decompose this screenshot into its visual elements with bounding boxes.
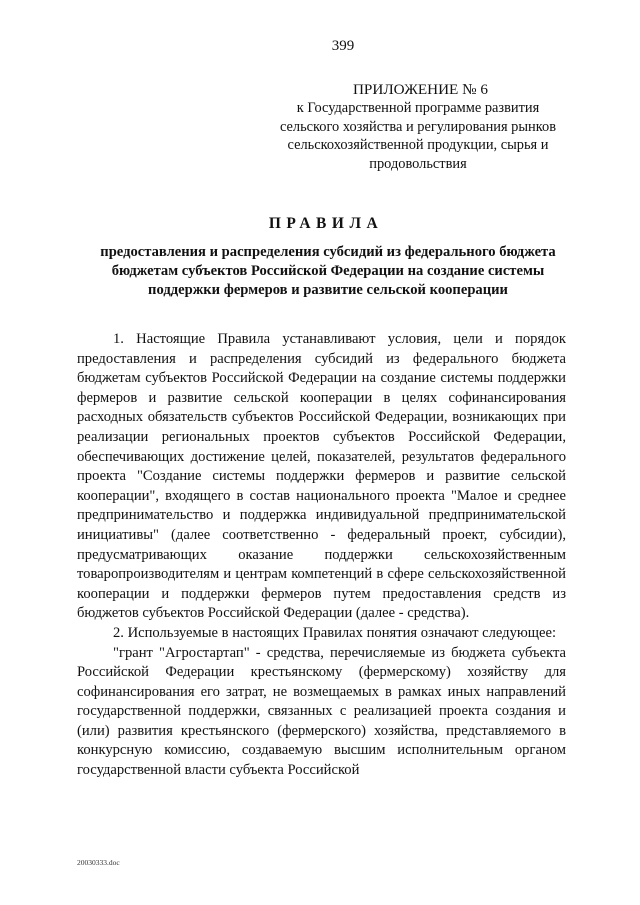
appendix-subtitle: к Государственной программе развития сельского хозяйства и регулирования рынков сельскохозяйственной продукции, сырья и продовольствия (279, 100, 557, 173)
paragraph-3: "грант "Агростартап" - средства, перечисляемые из бюджета субъекта Российской Федерации крестьянскому (фермерскому) хозяйству для софинансирования его затрат, не возмещаемых в рамках иных направлений государственной поддержки, связанных с реализацией проекта создания и (или) развития крестьянского (фермерского) хозяйства, представляемого в конкурсную комиссию, создаваемую высшим исполнительным органом государственной власти субъекта Российской (77, 644, 566, 779)
paragraph-2: 2. Используемые в настоящих Правилах понятия означают следующее: (113, 624, 557, 641)
document-subtitle: предоставления и распределения субсидий из федерального бюджета бюджетам субъектов Российской Федерации на создание системы поддержки фермеров и развитие сельской кооперации (100, 244, 556, 298)
page-number: 399 (331, 38, 355, 54)
appendix-title: ПРИЛОЖЕНИЕ № 6 (352, 81, 489, 98)
document-body (77, 330, 566, 781)
paragraph-1: 1. Настоящие Правила устанавливают условия, цели и порядок предоставления и распределения субсидий из федерального бюджета бюджетам субъектов Российской Федерации на создание системы поддержки фермеров и развитие сельской кооперации в целях софинансирования расходных обязательств субъектов Российской Федерации, возникающих при реализации региональных проектов субъектов Российской Федерации, обеспечивающих достижение целей, показателей, результатов федерального проекта "Создание системы поддержки фермеров и развитие сельской кооперации", входящего в состав национального проекта "Малое и среднее предпринимательство и поддержка индивидуальной предпринимательской инициативы" (далее соответственно - федеральный проект, субсидии), предусматривающих оказание поддержки сельскохозяйственным товаропроизводителям и центрам компетенций в сфере сельскохозяйственной кооперации и поддержки фермеров путем предоставления средств из бюджетов субъектов Российской Федерации (далее - средства). (77, 331, 566, 622)
appendix-header (268, 80, 568, 174)
document-title: ПРАВИЛА (268, 215, 384, 232)
footer-filename: 20030333.doc (77, 858, 120, 867)
